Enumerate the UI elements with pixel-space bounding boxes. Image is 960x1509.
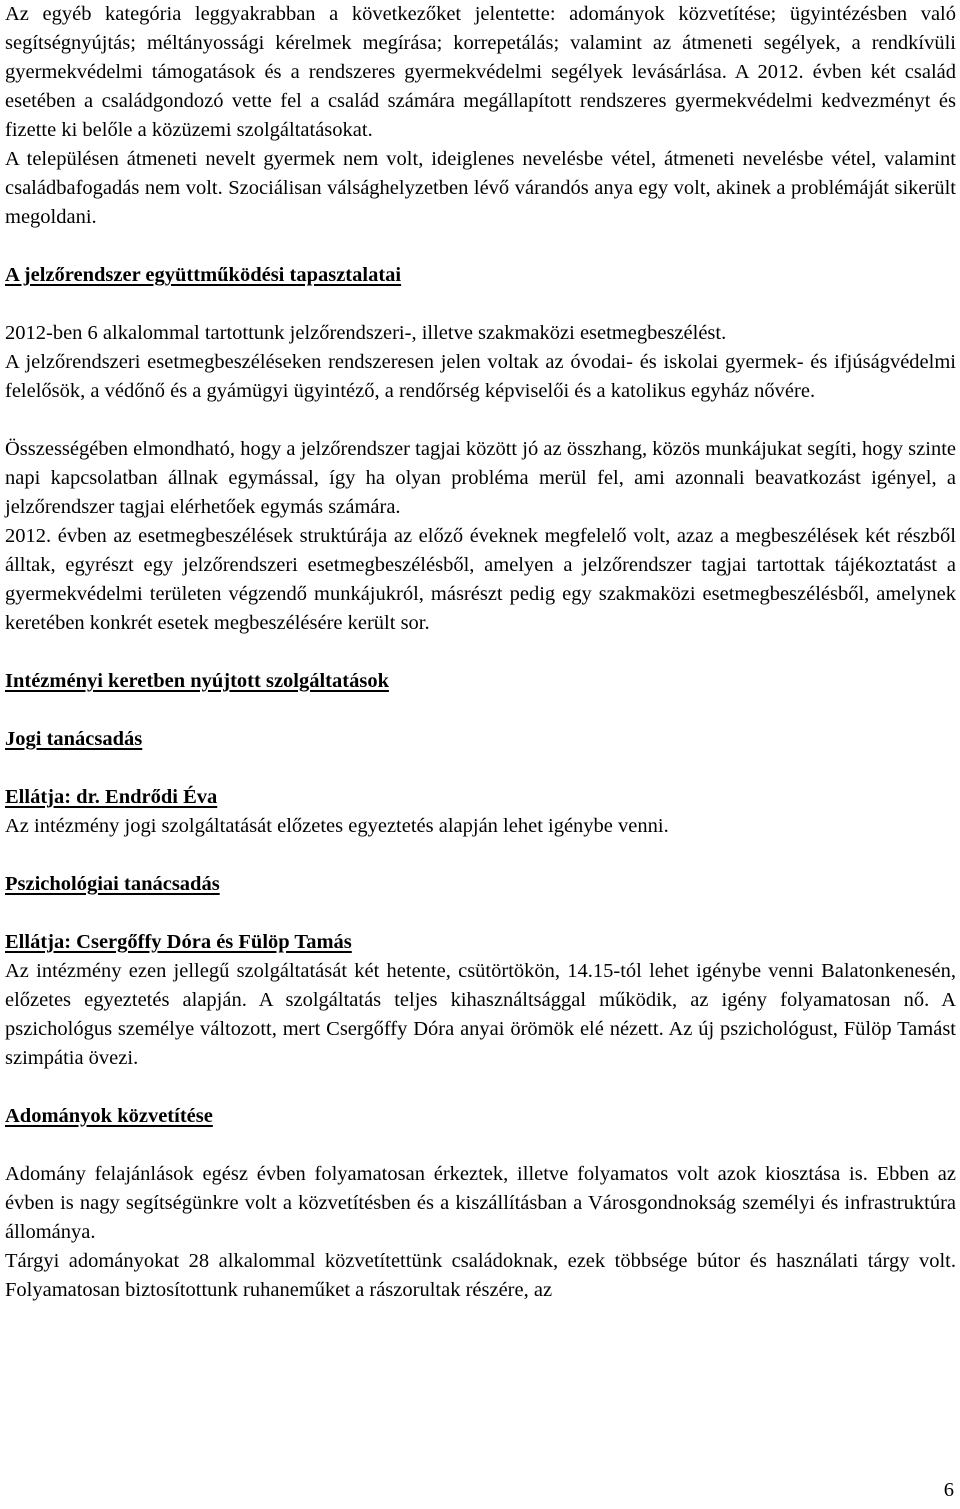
section-heading: Pszichológiai tanácsadás xyxy=(5,873,220,895)
page-number: 6 xyxy=(943,1479,954,1501)
spacer xyxy=(5,899,956,928)
spacer xyxy=(5,1073,956,1102)
section-heading: A jelzőrendszer együttműködési tapasztalatai xyxy=(5,264,402,286)
paragraph: Az egyéb kategória leggyakrabban a következőket jelentette: adományok közvetítése; ügyintézésben való segítségnyújtás; méltányossági kérelmek megírása; korrepetálás; valamint az átmeneti segélyek, a rendkívüli gyermekvédelmi támogatások és a rendszeres gyermekvédelmi segélyek levásárlása. A 2012. évben két család esetében a családgondozó vette fel a család számára megállapított rendszeres gyermekvédelmi kedvezményt és fizette ki belőle a közüzemi szolgáltatásokat. xyxy=(5,3,956,141)
paragraph: Összességében elmondható, hogy a jelzőrendszer tagjai között jó az összhang, közös munkájukat segíti, hogy szinte napi kapcsolatban állnak egymással, így ha olyan probléma merül fel, ami azonnali beavatkozást igényel, a jelzőrendszer tagjai elérhetőek egymás számára. xyxy=(5,438,956,518)
paragraph: A településen átmeneti nevelt gyermek nem volt, ideiglenes nevelésbe vétel, átmeneti nevelésbe vétel, valamint családbafogadás nem volt. Szociálisan válsághelyzetben lévő várandós anya egy volt, akinek a problémáját sikerült megoldani. xyxy=(5,148,956,228)
paragraph: Adomány felajánlások egész évben folyamatosan érkeztek, illetve folyamatos volt azok kiosztása is. Ebben az évben is nagy segítségünkre volt a közvetítésben és a kiszállításban a Városgondnokság személyi és infrastruktúra állománya. xyxy=(5,1163,956,1243)
section-heading: Adományok közvetítése xyxy=(5,1105,213,1127)
paragraph: Az intézmény jogi szolgáltatását előzetes egyeztetés alapján lehet igénybe venni. xyxy=(5,815,669,837)
section-heading: Ellátja: dr. Endrődi Éva xyxy=(5,786,218,808)
spacer xyxy=(5,696,956,725)
spacer xyxy=(5,841,956,870)
spacer xyxy=(5,754,956,783)
paragraph: Tárgyi adományokat 28 alkalommal közvetítettünk családoknak, ezek többsége bútor és használati tárgy volt. Folyamatosan biztosítottunk ruhaneműket a rászorultak részére, az xyxy=(5,1250,956,1301)
spacer xyxy=(5,1131,956,1160)
section-heading: Jogi tanácsadás xyxy=(5,728,143,750)
paragraph: Az intézmény ezen jellegű szolgáltatását két hetente, csütörtökön, 14.15-tól lehet igénybe venni Balatonkenesén, előzetes egyeztetés alapján. A szolgáltatás teljes kihasználtsággal működik, az igény folyamatosan nő. A pszichológus személye változott, mert Csergőffy Dóra anyai örömök elé nézett. Az új pszichológust, Fülöp Tamást szimpátia övezi. xyxy=(5,960,956,1069)
spacer xyxy=(5,638,956,667)
spacer xyxy=(5,290,956,319)
section-heading: Intézményi keretben nyújtott szolgáltatások xyxy=(5,670,389,692)
spacer xyxy=(5,406,956,435)
paragraph: 2012-ben 6 alkalommal tartottunk jelzőrendszeri-, illetve szakmaközi esetmegbeszélést. xyxy=(5,322,727,344)
spacer xyxy=(5,232,956,261)
paragraph: A jelzőrendszeri esetmegbeszéléseken rendszeresen jelen voltak az óvodai- és iskolai gyermek- és ifjúságvédelmi felelősök, a védőnő és a gyámügyi ügyintéző, a rendőrség képviselői és a katolikus egyház nővére. xyxy=(5,351,956,402)
section-heading: Ellátja: Csergőffy Dóra és Fülöp Tamás xyxy=(5,931,352,953)
paragraph: 2012. évben az esetmegbeszélések struktúrája az előző éveknek megfelelő volt, azaz a megbeszélések két részből álltak, egyrészt egy jelzőrendszeri esetmegbeszélésből, amelyen a jelzőrendszer tagjai tartottak tájékoztatást a gyermekvédelmi területen végzendő munkájukról, másrészt pedig egy szakmaközi esetmegbeszélésből, amelynek keretében konkrét esetek megbeszélésére került sor. xyxy=(5,525,956,634)
document-page xyxy=(5,0,956,1305)
